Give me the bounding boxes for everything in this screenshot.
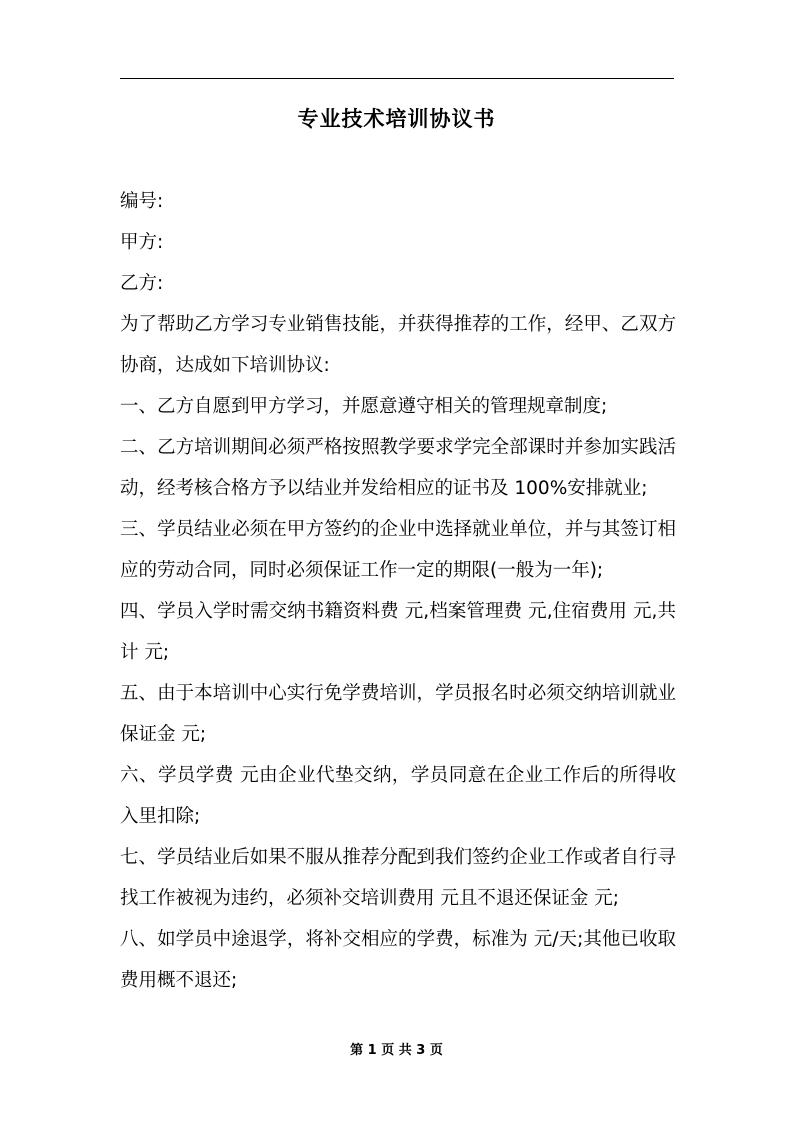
clause-6: 六、学员学费 元由企业代垫交纳，学员同意在企业工作后的所得收入里扣除; xyxy=(120,765,676,827)
document-body xyxy=(120,181,676,1001)
clause-4: 四、学员入学时需交纳书籍资料费 元,档案管理费 元,住宿费用 元,共计 元; xyxy=(120,601,676,663)
intro-paragraph: 为了帮助乙方学习专业销售技能，并获得推荐的工作，经甲、乙双方协商，达成如下培训协议: xyxy=(120,314,676,376)
page-footer xyxy=(0,1041,793,1061)
number-field-label: 编号: xyxy=(120,191,164,212)
party-b-label: 乙方: xyxy=(120,273,164,294)
clause-2: 二、乙方培训期间必须严格按照教学要求学完全部课时并参加实践活动，经考核合格方予以结业并发给相应的证书及 100%安排就业; xyxy=(120,437,676,499)
clause-8: 八、如学员中途退学，将补交相应的学费，标准为 元/天;其他已收取费用概不退还; xyxy=(120,929,676,991)
party-a-label: 甲方: xyxy=(120,232,164,253)
clause-7: 七、学员结业后如果不服从推荐分配到我们签约企业工作或者自行寻找工作被视为违约，必须补交培训费用 元且不退还保证金 元; xyxy=(120,847,676,909)
clause-3: 三、学员结业必须在甲方签约的企业中选择就业单位，并与其签订相应的劳动合同，同时必须保证工作一定的期限(一般为一年); xyxy=(120,519,676,581)
document-title: 专业技术培训协议书 xyxy=(297,107,496,131)
page-number: 第 1 页 共 3 页 xyxy=(350,1043,443,1058)
header-rule xyxy=(120,78,674,79)
clause-5: 五、由于本培训中心实行免学费培训，学员报名时必须交纳培训就业保证金 元; xyxy=(120,683,676,745)
clause-1: 一、乙方自愿到甲方学习，并愿意遵守相关的管理规章制度; xyxy=(120,396,608,417)
